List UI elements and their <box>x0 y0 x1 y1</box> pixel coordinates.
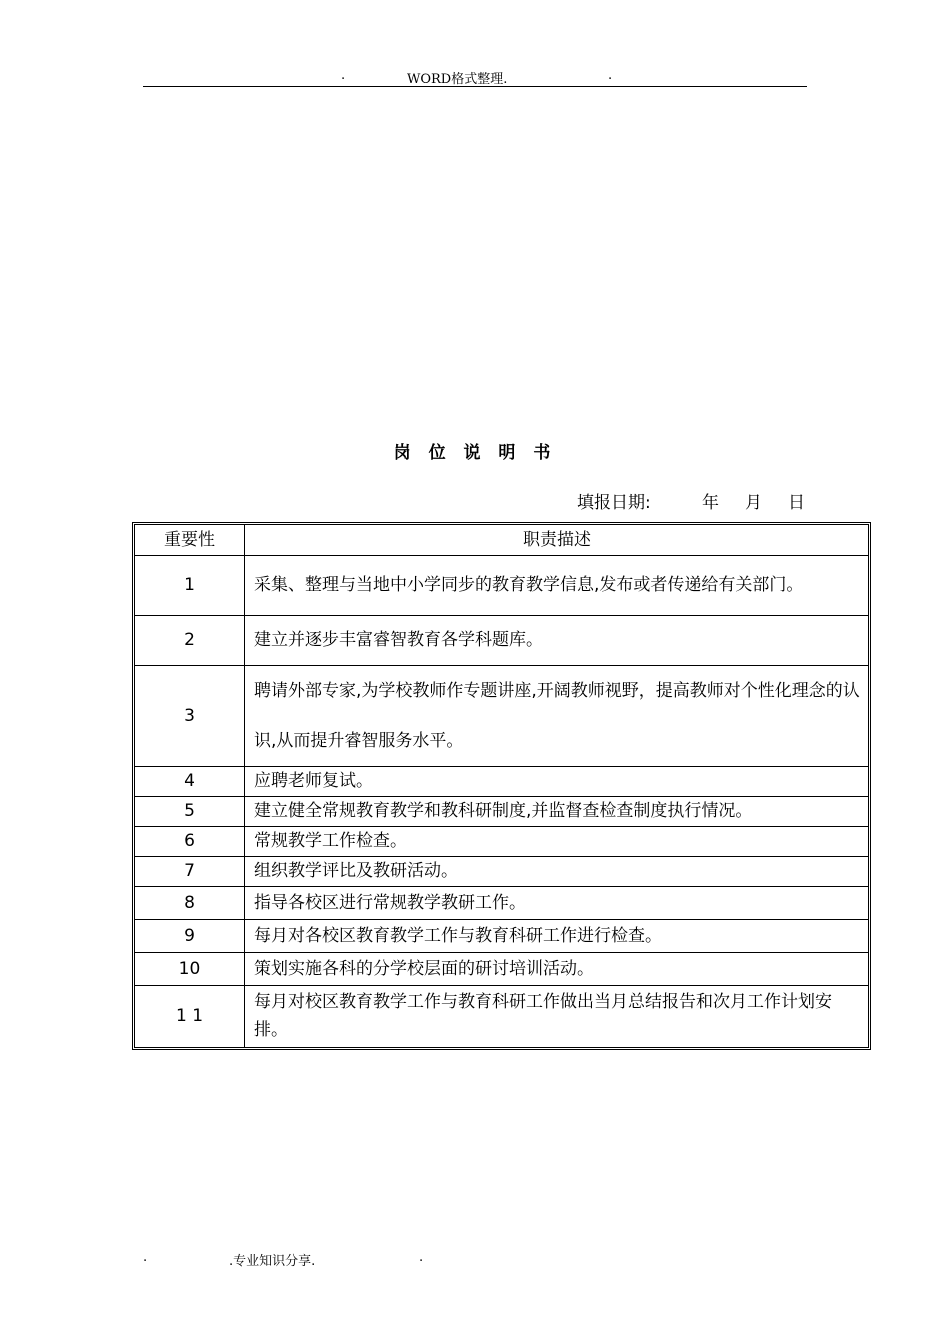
row-description: 常规教学工作检查。 <box>245 826 869 856</box>
page-footer <box>143 1250 543 1270</box>
table-row <box>135 615 868 665</box>
table-row <box>135 886 868 919</box>
row-importance: 10 <box>135 952 245 985</box>
table-row <box>135 826 868 856</box>
row-importance: 2 <box>135 615 245 665</box>
row-description: 聘请外部专家,为学校教师作专题讲座,开阔教师视野，提高教师对个性化理念的认识,从而提升睿智服务水平。 <box>245 665 869 766</box>
row-importance: 1 <box>135 555 245 615</box>
header-description: 职责描述 <box>245 525 869 555</box>
row-importance: 3 <box>135 665 245 766</box>
footer-dot-left: . <box>143 1250 148 1265</box>
page-header <box>143 66 807 87</box>
fill-date-year: 年 <box>702 493 719 513</box>
row-description: 应聘老师复试。 <box>245 766 869 796</box>
table-header-row <box>135 525 868 555</box>
row-importance: 8 <box>135 886 245 919</box>
row-description: 建立并逐步丰富睿智教育各学科题库。 <box>245 615 869 665</box>
table-row <box>135 796 868 826</box>
row-description: 组织教学评比及教研活动。 <box>245 856 869 886</box>
fill-date-label: 填报日期: <box>577 493 651 513</box>
row-importance: 6 <box>135 826 245 856</box>
row-importance: 7 <box>135 856 245 886</box>
duties-table-frame <box>132 522 871 1050</box>
document-title: 岗 位 说 明 书 <box>393 443 557 463</box>
header-dot-left: . <box>341 68 346 83</box>
row-description: 每月对各校区教育教学工作与教育科研工作进行检查。 <box>245 919 869 952</box>
row-description: 采集、整理与当地中小学同步的教育教学信息,发布或者传递给有关部门。 <box>245 555 869 615</box>
row-description: 指导各校区进行常规教学教研工作。 <box>245 886 869 919</box>
duties-table <box>135 525 868 1047</box>
table-row <box>135 952 868 985</box>
table-row <box>135 555 868 615</box>
table-row <box>135 919 868 952</box>
row-description: 策划实施各科的分学校层面的研讨培训活动。 <box>245 952 869 985</box>
row-description: 建立健全常规教育教学和教科研制度,并监督查检查制度执行情况。 <box>245 796 869 826</box>
row-importance: 5 <box>135 796 245 826</box>
table-row <box>135 766 868 796</box>
table-row <box>135 856 868 886</box>
fill-date-month: 月 <box>745 493 762 513</box>
row-importance: 4 <box>135 766 245 796</box>
header-importance: 重要性 <box>135 525 245 555</box>
footer-text: .专业知识分享. <box>229 1254 316 1269</box>
row-importance: 1 1 <box>135 985 245 1047</box>
fill-date-day: 日 <box>788 493 805 513</box>
table-row <box>135 665 868 766</box>
row-importance: 9 <box>135 919 245 952</box>
footer-dot-right: . <box>419 1250 424 1265</box>
row-description: 每月对校区教育教学工作与教育科研工作做出当月总结报告和次月工作计划安排。 <box>245 985 869 1047</box>
table-row <box>135 985 868 1047</box>
header-text: WORD格式整理. <box>407 72 508 87</box>
header-dot-right: . <box>608 68 613 83</box>
